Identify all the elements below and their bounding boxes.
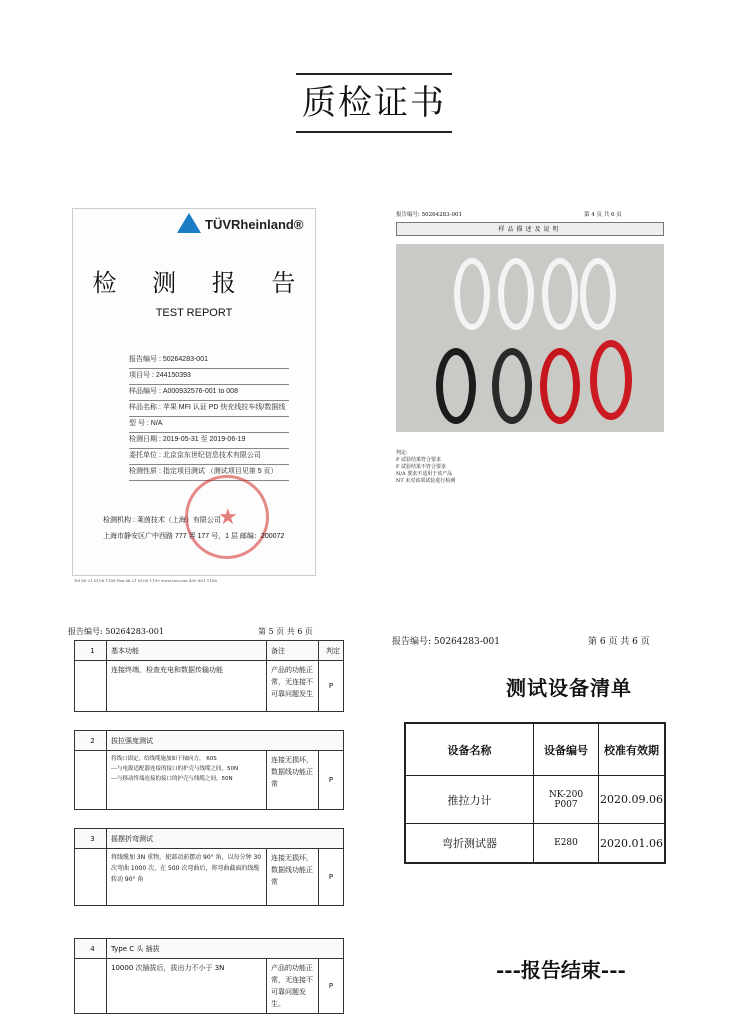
test-report-cover <box>72 208 316 576</box>
page-number: 第 4 页 共 6 页 <box>584 212 622 218</box>
test-block-3: 3 摇摆折弯测试 将线缆加 3N 重物，使部动前摆动 90° 角，以每分钟 30 次弯曲 1000 次，在 500 次弯曲后，将弯曲截面的线缆转动 90° 角 连接无损坏，数据线功能正常 P <box>74 828 344 906</box>
test-block-2: 2 拔拉强度测试 将线口固定，给线缆施加如下轴向力， 60S ---与电源适配器连接的接口的护壳与线缆之间，50N ---与移动终端连接的接口的护壳与线缆之间，50N 连接无损坏，数据线功能正常 P <box>74 730 344 810</box>
sample-photo-page <box>392 208 672 496</box>
test-block-1: 1 基本功能 备注 判定 连接终端，检查充电和数据传输功能 产品的功能正常，无连接不可靠问题发生 P <box>74 640 344 712</box>
tuv-logo-icon <box>177 213 201 233</box>
field-sample-no: 样品编号 : A000932576-001 to 008 <box>129 385 289 401</box>
field-report-no: 报告编号 : 50264283-001 <box>129 353 289 369</box>
legend: 判定: P 试验结果符合要求 F 试验结果不符合要求 N/A 要求不适用于该产品 NT 未对该项试验进行检测 <box>396 450 456 484</box>
brand-logo: TÜVRheinland® <box>205 217 304 232</box>
cable-samples-photo <box>396 244 664 432</box>
section-bar: 样品描述及说明 <box>396 222 664 236</box>
field-client: 委托单位 : 北京京东世纪信息技术有限公司 <box>129 449 289 465</box>
equipment-table: 设备名称 设备编号 校准有效期 推拉力计 NK-200 P007 2020.09.06 弯折测试器 E280 2020.01.06 <box>404 722 666 864</box>
report-number: 报告编号: 50264283-001 <box>396 212 462 218</box>
field-test-type: 检测性质 : 指定项目测试 （测试项目见第 5 页） <box>129 465 289 481</box>
page-number: 第 5 页 共 6 页 <box>258 627 313 636</box>
field-test-date: 检测日期 : 2019-05-31 至 2019-06-19 <box>129 433 289 449</box>
equipment-list-title: 测试设备清单 <box>506 676 632 700</box>
field-model: 型 号 : N/A <box>129 417 289 433</box>
agency-text: 检测机构 : 莱茵技术（上海）有限公司 <box>103 517 221 524</box>
cover-footer: Tel 86 21 6108 1188 Fax 86 21 6108 1199 www.tuv.com 400 881 1188 <box>74 578 217 583</box>
address-text: 上海市静安区广中西路 777 弄 177 号，1 层 邮编：200072 <box>103 533 285 540</box>
cover-subtitle: TEST REPORT <box>155 307 233 319</box>
report-number: 报告编号: 50264283-001 <box>392 637 500 647</box>
table-row: 推拉力计 NK-200 P007 2020.09.06 <box>406 776 664 824</box>
report-number: 报告编号: 50264283-001 <box>68 627 164 636</box>
field-sample-name: 样品名称 : 苹果 MFI 认证 PD 快充线拉车线/数据线 <box>129 401 289 417</box>
table-row: 弯折测试器 E280 2020.01.06 <box>406 824 664 862</box>
field-project-no: 项目号 : 244150393 <box>129 369 289 385</box>
test-block-4: 4 Type C 头 插拔 10000 次插拔后，拔出力不小于 3N 产品的功能正常，无连接不可靠问题发生。 P <box>74 938 344 1014</box>
page-title: 质检证书 <box>296 73 452 133</box>
cover-fields <box>129 353 289 481</box>
page-number: 第 6 页 共 6 页 <box>588 637 650 647</box>
report-end: ---报告结束--- <box>496 958 626 982</box>
cover-title: 检 测 报 告 <box>92 269 310 297</box>
